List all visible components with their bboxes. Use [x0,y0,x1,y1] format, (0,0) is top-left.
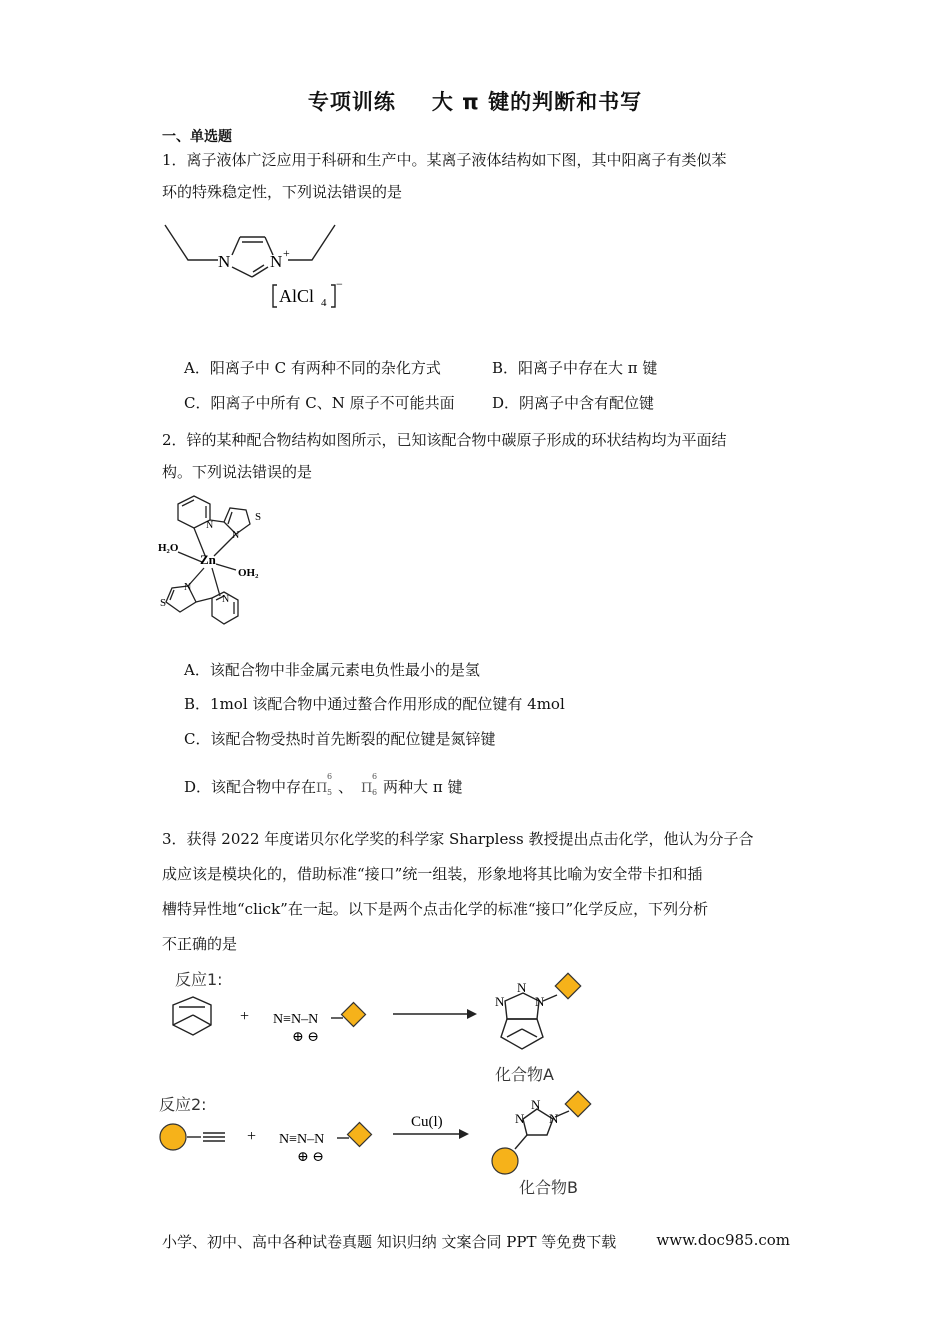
q1-fig-minus: − [336,277,343,291]
reaction-1-diamond [341,1002,365,1026]
q2-fig-n4: N [222,594,230,605]
alkyne-triple-bond [187,1133,225,1141]
q2-zinc-complex-figure [158,492,283,634]
q2-fig-n2: N [232,530,240,541]
page-footer [162,1231,790,1252]
compound-b-diamond [565,1091,590,1116]
q2-fig-h2o: H₂O [158,542,179,554]
q2-option-a: A．该配合物中非金属元素电负性最小的是氢 [184,661,480,679]
q3-line1: 3．获得 2022 年度诺贝尔化学奖的科学家 Sharpless 教授提出点击化学，他认为分子合 [162,830,754,848]
q2-fig-zn: Zn [200,552,216,567]
pi-notation-1: Π 6 5 [316,772,333,797]
question-1 [162,144,790,208]
q1-line1: 1．离子液体广泛应用于科研和生产中。某离子液体结构如下图，其中阳离子有类似苯 [162,151,727,169]
q2-option-d-pre: D．该配合物中存在 [184,778,317,796]
q1-option-c: C．阳离子中所有 C、N 原子不可能共面 [184,394,455,412]
norbornene-structure [173,997,211,1035]
q3-line2: 成应该是模块化的，借助标准“接口”统一组装，形象地将其比喻为安全带卡扣和插 [162,865,703,883]
reaction-2-circle [160,1124,186,1150]
q2-line2: 构。下列说法错误的是 [162,463,313,481]
q2-fig-s1: S [255,511,262,523]
title-left: 专项训练 [307,90,396,114]
q2-option-d [184,772,463,800]
pi-notation-2: Π 6 6 [361,772,378,797]
section-heading: 一、单选题 [162,129,232,145]
q1-line2: 环的特殊稳定性，下列说法错误的是 [162,183,403,201]
footer-left: 小学、初中、高中各种试卷真题 知识归纳 文案合同 PPT 等免费下载 [162,1233,617,1251]
q3-click-reaction-figure [155,963,635,1203]
q3-line4: 不正确的是 [162,935,238,953]
reaction-2-charges: ⊕ ⊖ [297,1150,324,1165]
question-2 [162,424,790,488]
q2-fig-oh2: OH₂ [238,567,259,579]
q3-line3: 槽特异性地“click”在一起。以下是两个点击化学的标准“接口”化学反应，下列分析 [162,900,709,918]
q2-fig-s2: S [160,597,167,609]
compound-a-structure [501,993,557,1049]
q1-option-a: A．阳离子中 C 有两种不同的杂化方式 [184,359,441,377]
q2-fig-n3: N [184,582,192,593]
q2-option-d-post: 两种大 π 键 [383,778,463,796]
compound-b-n1: N [515,1111,525,1126]
reaction-2-diamond [347,1122,371,1146]
compound-b-n3: N [549,1111,559,1126]
q1-ionic-liquid-figure [160,215,360,315]
compound-a-label: 化合物A [495,1065,554,1084]
compound-b-circle [492,1148,518,1174]
reaction-2-azide: N≡N–N [279,1132,325,1147]
footer-url[interactable]: www.doc985.com [656,1231,790,1249]
reaction-2-label: 反应2: [159,1095,207,1114]
question-3 [162,822,790,962]
compound-a-n2: N [517,980,527,995]
q2-fig-n1: N [206,520,214,531]
compound-a-diamond [555,973,580,998]
title-right: 大 π 键的判断和书写 [431,90,643,114]
q2-option-c: C．该配合物受热时首先断裂的配位键是氮锌键 [184,730,496,748]
reaction-2-plus: + [247,1128,257,1145]
page-title [0,86,950,116]
q1-fig-plus: + [283,246,290,260]
q2-option-b: B．1mol 该配合物中通过螯合作用形成的配位键有 4mol [184,695,565,713]
reaction-1-azide: N≡N–N [273,1012,319,1027]
q1-fig-anion: AlCl [279,286,315,306]
reaction-1-label: 反应1: [175,970,223,989]
q2-option-d-sep: 、 [338,778,354,796]
reaction-1-charges: ⊕ ⊖ [292,1030,319,1045]
q1-fig-n2: N [270,252,283,271]
reaction-2-catalyst: Cu(l) [411,1114,443,1130]
q1-option-b: B．阳离子中存在大 π 键 [492,359,658,377]
compound-a-n1: N [495,994,505,1009]
compound-b-label: 化合物B [519,1178,578,1197]
compound-b-n2: N [531,1097,541,1112]
reaction-1-plus: + [240,1008,250,1025]
compound-a-n3: N [535,994,545,1009]
q1-option-d: D．阴离子中含有配位键 [492,394,655,412]
q1-fig-anion-sub: 4 [321,297,327,309]
q1-fig-n1: N [218,252,231,271]
q2-line1: 2．锌的某种配合物结构如图所示，已知该配合物中碳原子形成的环状结构均为平面结 [162,431,727,449]
